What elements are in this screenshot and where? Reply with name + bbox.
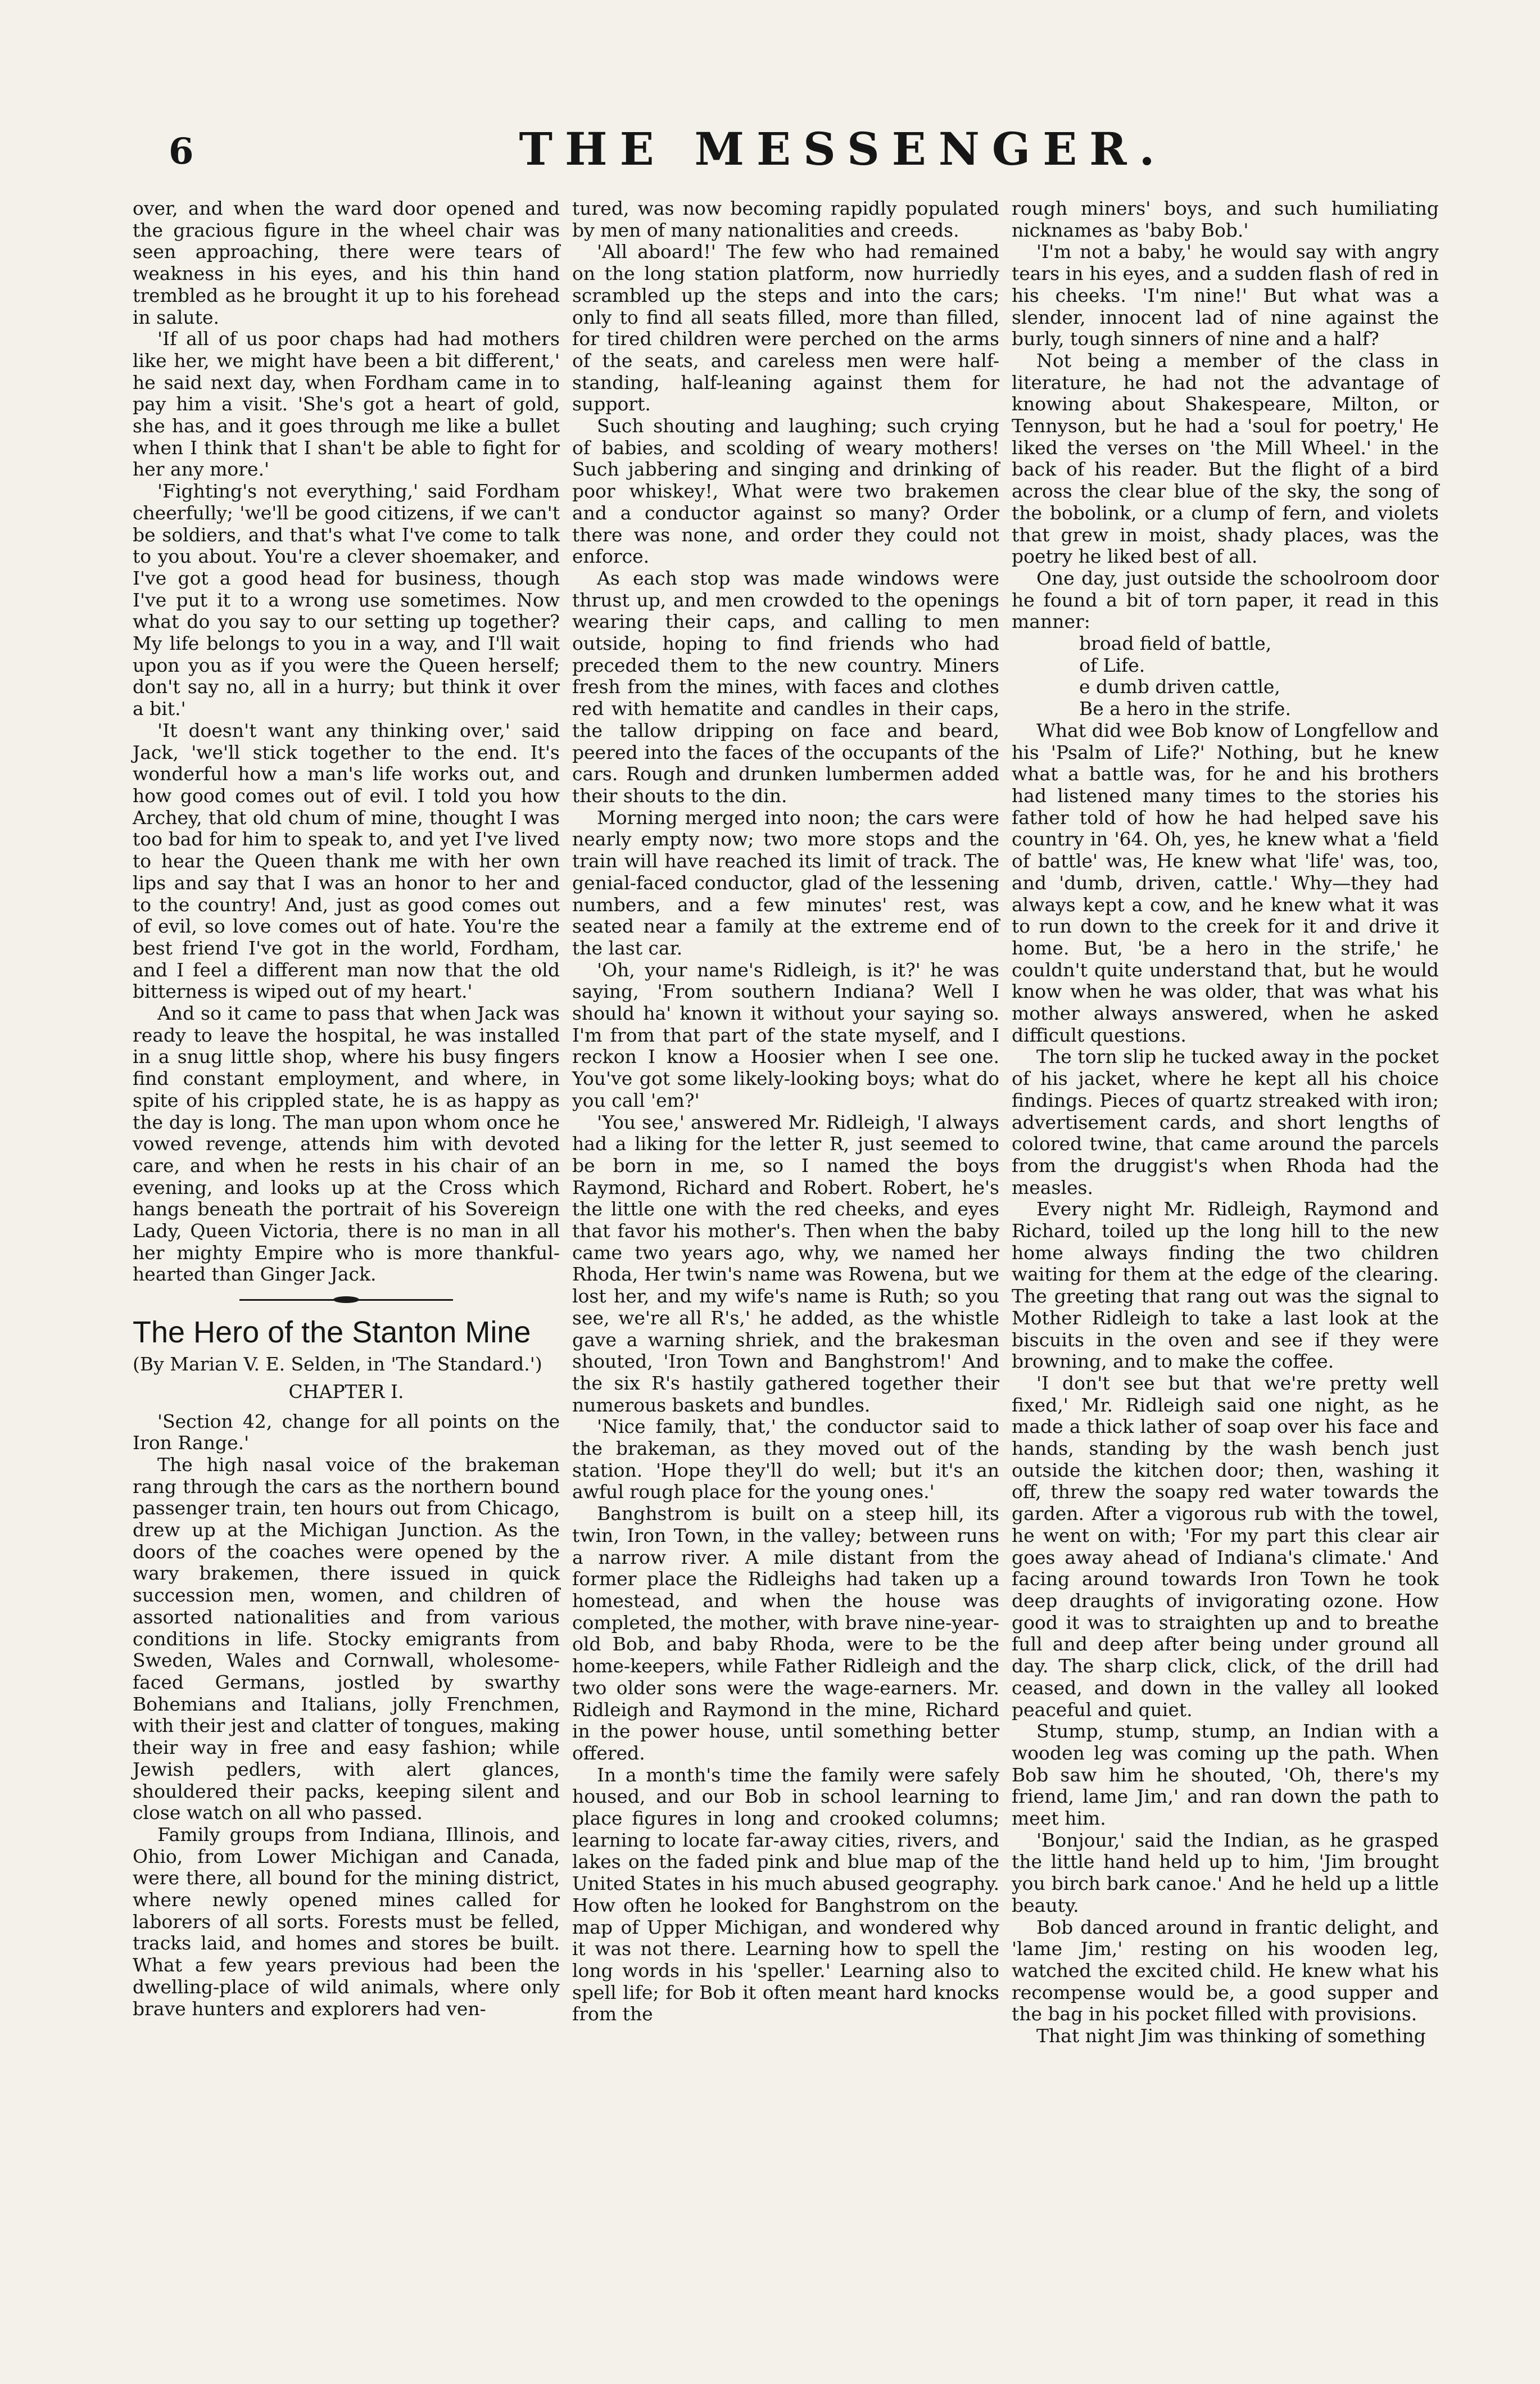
verse-fragment [1012, 633, 1439, 720]
paragraph: 'All aboard!' The few who had remained on the long station platform, now hurriedly scrambled up the steps and into the cars; only to find all seats filled, more than filled, for tired children were perched on the arms of the seats, and careless men were half-standing, half-leaning against them for support. [572, 241, 999, 415]
paragraph: tured, was now becoming rapidly populated by men of many nationalities and creeds. [572, 197, 999, 241]
masthead-title: THE MESSENGER. [519, 123, 1167, 175]
paragraph: In a month's time the family were safely housed, and our Bob in school learning to place figures in long and crooked columns; learning to locate far-away cities, rivers, and lakes on the faded pink and blue map of the United States in his much abused geography. How often he looked for Banghstrom on the map of Upper Michigan, and wondered why it was not there. Learning how to spell the long words in his 'speller.' Learning also to spell life; for Bob it often meant hard knocks from the [572, 1763, 999, 2025]
paragraph: As each stop was made windows were thrust up, and men crowded to the openings wearing their caps, and calling to men outside, hoping to find friends who had preceded them to the new country. Miners fresh from the mines, with faces and clothes red with hematite and candles in their caps, the tallow dripping on face and beard, peered into the faces of the occupants of the cars. Rough and drunken lumbermen added their shouts to the din. [572, 567, 999, 807]
page-number: 6 [169, 130, 194, 173]
paragraph: 'If all of us poor chaps had had mothers like her, we might have been a bit different,' he said next day, when Fordham came in to pay him a visit. 'She's got a heart of gold, she has, and it goes through me like a bullet when I think that I shan't be able to fight for her any more.' [133, 328, 560, 481]
column-2 [572, 198, 999, 2025]
paragraph: Stump, stump, stump, an Indian with a wooden leg was coming up the path. When Bob saw him he shouted, 'Oh, there's my friend, lame Jim,' and ran down the path to meet him. [1012, 1720, 1439, 1830]
column-3 [1012, 198, 1439, 2047]
paragraph: Morning merged into noon; the cars were nearly empty now; two more stops and the train will have reached its limit of track. The genial-faced conductor, glad of the lessening numbers, and a few minutes' rest, was seated near a family at the extreme end of the last car. [572, 806, 999, 959]
paragraph: Banghstrom is built on a steep hill, its twin, Iron Town, in the valley; between runs a narrow river. A mile distant from the former place the Ridleighs had taken up a homestead, and when the house was completed, the mother, with brave nine-year-old Bob, and baby Rhoda, were to be the home-keepers, while Father Ridleigh and the two older sons were the wage-earners. Mr. Ridleigh and Raymond in the mine, Richard in the power house, until something better offered. [572, 1503, 999, 1764]
paragraph: That night Jim was thinking of something [1036, 2025, 1426, 2047]
paragraph: And so it came to pass that when Jack was ready to leave the hospital, he was installed in a snug little shop, where his busy fingers find constant employment, and where, in spite of his crippled state, he is as happy as the day is long. The man upon whom once he vowed revenge, attends him with devoted care, and when he rests in his chair of an evening, and looks up at the Cross which hangs beneath the portrait of his Sovereign Lady, Queen Victoria, there is no man in all her mighty Empire who is more thankful-hearted than Ginger Jack. [133, 1002, 560, 1286]
paragraph: Every night Mr. Ridleigh, Raymond and Richard, toiled up the long hill to the new home always finding the two children waiting for them at the edge of the clearing. The greeting that rang out was the signal to Mother Ridleigh to take a last look at the biscuits in the oven and see if they were browning, and to make the coffee. [1012, 1198, 1439, 1373]
paragraph: 'Bonjour,' said the Indian, as he grasped the little hand held up to him, 'Jim brought you birch bark canoe.' And he held up a little beauty. [1012, 1829, 1439, 1916]
paragraph: Bob danced around in frantic delight, and 'lame Jim,' resting on his wooden leg, watched the excited child. He knew what his recompense would be, a good supper and the bag in his pocket filled with provisions. [1012, 1916, 1439, 2025]
paragraph: One day, just outside the schoolroom door he found a bit of torn paper, it read in this manner: [1012, 567, 1439, 633]
paragraph: 'I don't see but that we're pretty well fixed,' Mr. Ridleigh said one night, as he made a thick lather of soap over his face and hands, standing by the wash bench just outside the kitchen door; then, washing it off, threw the soapy red water towards the garden. After a vigorous rub with the towel, he went on with; 'For my part this clear air goes away ahead of Indiana's climate.' And facing around towards Iron Town he took deep draughts of invigorating ozone. How good it was to straighten up and to breathe full and deep after being under ground all day. The sharp click, click, of the drill had ceased, and down in the valley all looked peaceful and quiet. [1012, 1372, 1439, 1721]
paragraph: Family groups from Indiana, Illinois, and Ohio, from Lower Michigan and Canada, were there, all bound for the mining district, where newly opened mines called for laborers of all sorts. Forests must be felled, tracks laid, and homes and stores be built. What a few years previous had been the dwelling-place of wild animals, where only brave hunters and explorers had ven- [133, 1823, 560, 2020]
paragraph: 'It doesn't want any thinking over,' said Jack, 'we'll stick together to the end. It's wonderful how a man's life works out, and how good comes out of evil. I told you how Archey, that old chum of mine, thought I was too bad for him to speak to, and yet I've lived to hear the Queen thank me with her own lips and say that I was an honor to her and to the country! And, just as good comes out of evil, so love comes out of hate. You're the best friend I've got in the world, Fordham, and I feel a different man now that the old bitterness is wiped out of my heart.' [133, 719, 560, 1003]
verse-line: broad field of battle, [1079, 632, 1272, 655]
paragraph: 'Fighting's not everything,' said Fordham cheerfully; 'we'll be good citizens, if we can't be soldiers, and that's what I've come to talk to you about. You're a clever shoemaker, and I've got a good head for business, though I've put it to a wrong use sometimes. Now what do you say to our setting up together? My life belongs to you in a way, and I'll wait upon you as if you were the Queen herself; don't say no, all in a hurry; but think it over a bit.' [133, 480, 560, 720]
paragraph: rough miners' boys, and such humiliating nicknames as 'baby Bob.' [1012, 197, 1439, 241]
paragraph: 'Section 42, change for all points on the Iron Range.' [133, 1410, 560, 1454]
paragraph: What did wee Bob know of Longfellow and his 'Psalm of Life?' Nothing, but he knew what a battle was, for he and his brothers had listened many times to the stories his father told of how he had helped save his country in '64. Oh, yes, he knew what a 'field of battle' was, He knew what 'life' was, too, and 'dumb, driven, cattle.' Why—they had always kept a cow, and he knew what it was to run down to the creek for it and drive it home. But, 'be a hero in the strife,' he couldn't quite understand that, but he would know when he was older, that was what his mother always answered, when he asked difficult questions. [1012, 719, 1439, 1046]
paragraph: 'Nice family, that,' the conductor said to the brakeman, as they moved out of the station. 'Hope they'll do well; but it's an awful rough place for the young ones.' [572, 1415, 999, 1503]
byline: (By Marian V. E. Selden, in 'The Standard.') [133, 1353, 542, 1376]
paragraph: 'I'm not a baby,' he would say with angry tears in his eyes, and a sudden flash of red in his cheeks. 'I'm nine!' But what was a slender, innocent lad of nine against the burly, tough sinners of nine and a half? [1012, 241, 1439, 350]
paragraph: Such shouting and laughing; such crying of babies, and scolding of weary mothers! Such jabbering and singing and drinking of poor whiskey!, What were two brakemen and a conductor against so many? Order there was none, and order they could not enforce. [572, 415, 999, 568]
paragraph: 'Oh, your name's Ridleigh, is it?' he was saying, 'From southern Indiana? Well I should ha' known it without your saying so. I'm from that part of the state myself, and I reckon I know a Hoosier when I see one. You've got some likely-looking boys; what do you call 'em?' [572, 958, 999, 1111]
paragraph: 'You see,' answered Mr. Ridleigh, 'I always had a liking for the letter R, just seemed to be born in me, so I named the boys Raymond, Richard and Robert. Robert, he's the little one with the red cheeks, and eyes that favor his mother's. Then when the baby came two years ago, why, we named her Rhoda, Her twin's name was Rowena, but we lost her, and my wife's name is Ruth; so you see, we're all R's,' he added, as the whistle gave a warning shriek, and the brakesman shouted, 'Iron Town and Banghstrom!' And the six R's hastily gathered together their numerous baskets and bundles. [572, 1111, 999, 1416]
verse-line: Be a hero in the strife. [1079, 698, 1291, 720]
paragraph: The torn slip he tucked away in the pocket of his jacket, where he kept all his choice findings. Pieces of quartz streaked with iron; advertisement cards, and short lengths of colored twine, that came around the parcels from the druggist's when Rhoda had the measles. [1012, 1046, 1439, 1198]
verse-line: e dumb driven cattle, [1079, 676, 1280, 698]
section-divider [239, 1299, 453, 1301]
chapter-heading: CHAPTER I. [288, 1380, 404, 1403]
verse-line: of Life. [1079, 654, 1145, 676]
paragraph: The high nasal voice of the brakeman rang through the cars as the northern bound passenger train, ten hours out from Chicago, drew up at the Michigan Junction. As the doors of the coaches were opened by the wary brakemen, there issued in quick succession men, women, and children of assorted nationalities and from various conditions in life. Stocky emigrants from Sweden, Wales and Cornwall, wholesome-faced Germans, jostled by swarthy Bohemians and Italians, jolly Frenchmen, with their jest and clatter of tongues, making their way in free and easy fashion; while Jewish pedlers, with alert glances, shouldered their packs, keeping silent and close watch on all who passed. [133, 1453, 560, 1824]
paragraph: over, and when the ward door opened and the gracious figure in the wheel chair was seen approaching, there were tears of weakness in his eyes, and his thin hand trembled as he brought it up to his forehead in salute. [133, 197, 560, 328]
story-title: The Hero of the Stanton Mine [133, 1315, 531, 1350]
paragraph: Not being a member of the class in literature, he had not the advantage of knowing about Shakespeare, Milton, or Tennyson, but he had a 'soul for poetry,' He liked the verses on 'the Mill Wheel.' in the back of his reader. But the flight of a bird across the clear blue of the sky, the song of the bobolink, or a clump of fern, and violets that grew in moist, shady places, was the poetry he liked best of all. [1012, 349, 1439, 568]
column-1 [133, 198, 560, 2020]
